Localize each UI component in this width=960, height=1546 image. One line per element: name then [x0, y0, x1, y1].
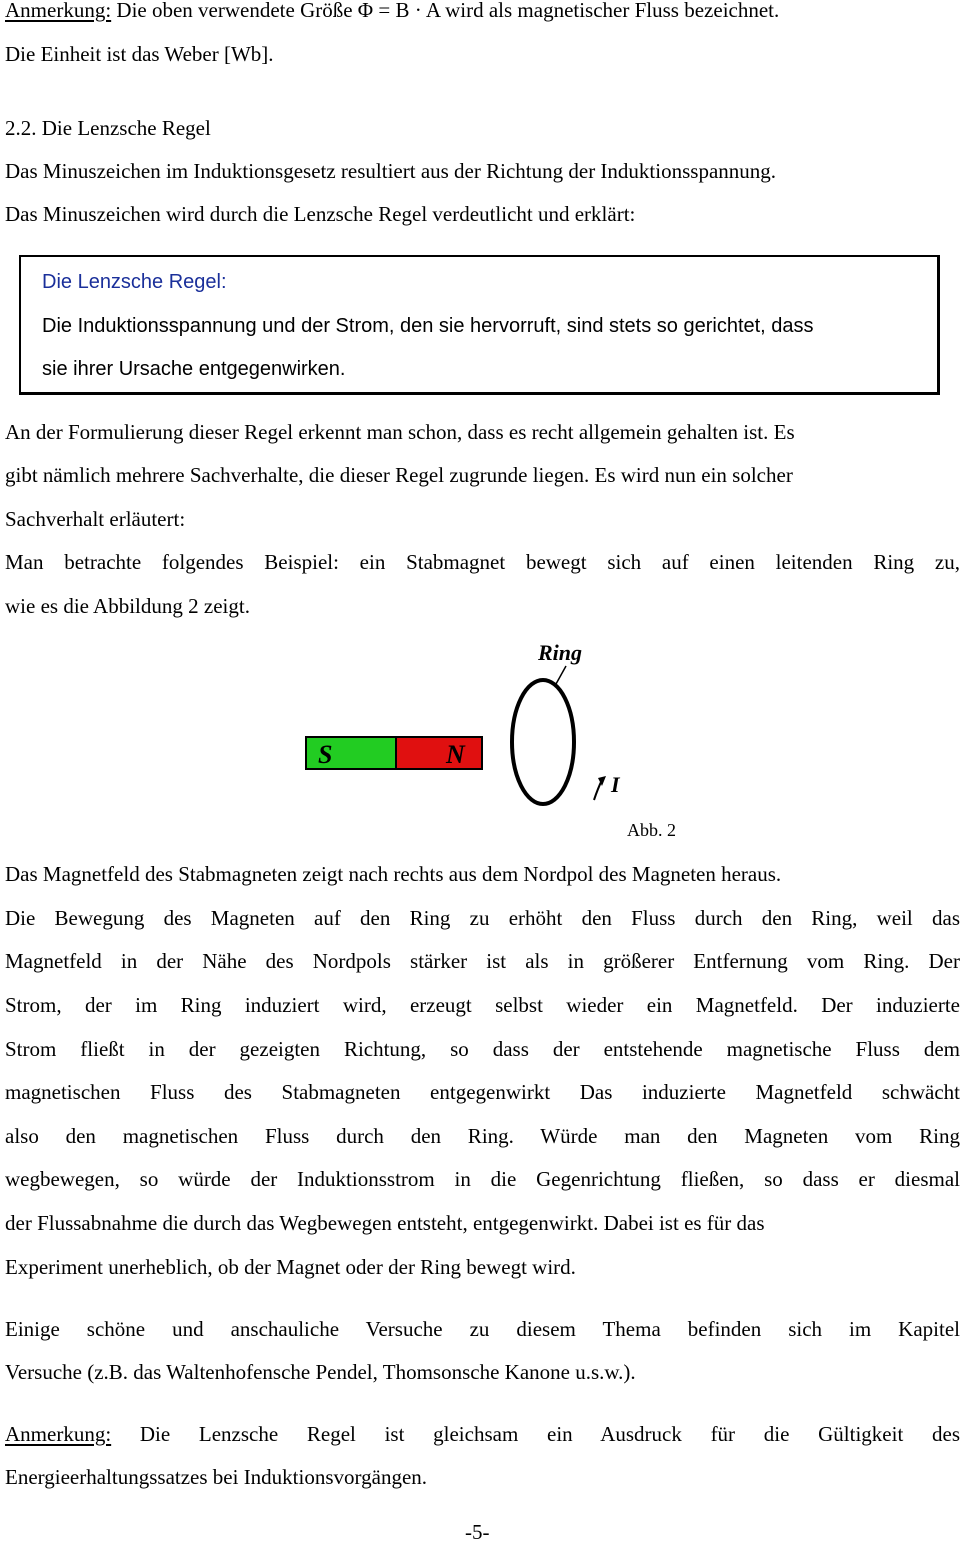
rule-box-line: sie ihrer Ursache entgegenwirken.	[42, 358, 346, 380]
paragraph-2-line: wie es die Abbildung 2 zeigt.	[5, 594, 250, 618]
paragraph-3-line: Die Bewegung des Magneten auf den Ring zu erhöht den Fluss durch den Ring, weil das	[5, 906, 960, 930]
ring-label: Ring	[538, 640, 583, 665]
bottom-note-text: Die Lenzsche Regel ist gleichsam ein Ausdruck für die Gültigkeit des	[111, 1422, 960, 1446]
north-label: N	[446, 740, 465, 769]
page-number: -5-	[465, 1520, 490, 1544]
bottom-note-line-1	[5, 1420, 960, 1448]
magnet-ring-figure	[298, 636, 628, 816]
top-note-label: Anmerkung:	[5, 0, 112, 22]
section-intro-line: Das Minuszeichen im Induktionsgesetz resultiert aus der Richtung der Induktionsspannung.	[5, 159, 777, 183]
paragraph-1-line: gibt nämlich mehrere Sachverhalte, die dieser Regel zugrunde liegen. Es wird nun ein solcher	[5, 463, 793, 487]
bottom-note-label: Anmerkung:	[5, 1422, 112, 1446]
paragraph-1-line: An der Formulierung dieser Regel erkennt man schon, dass es recht allgemein gehalten ist. Es	[5, 420, 795, 444]
figure-svg	[298, 636, 628, 816]
south-label: S	[318, 740, 333, 769]
paragraph-4-line: Versuche (z.B. das Waltenhofensche Pendel, Thomsonsche Kanone u.s.w.).	[5, 1360, 636, 1384]
top-note-text: Die oben verwendete Größe Φ = B · A wird als magnetischer Fluss bezeichnet.	[111, 0, 780, 22]
top-note-line-1	[5, 0, 779, 24]
paragraph-4-line: Einige schöne und anschauliche Versuche zu diesem Thema befinden sich im Kapitel	[5, 1317, 960, 1341]
paragraph-3-line: Strom, der im Ring induziert wird, erzeugt selbst wieder ein Magnetfeld. Der induzierte	[5, 993, 960, 1017]
paragraph-3-line: der Flussabnahme die durch das Wegbewegen entsteht, entgegenwirkt. Dabei ist es für das	[5, 1211, 765, 1235]
paragraph-3-line: Strom fließt in der gezeigten Richtung, so dass der entstehende magnetische Fluss dem	[5, 1037, 960, 1061]
top-note-line-2: Die Einheit ist das Weber [Wb].	[5, 42, 274, 66]
bottom-note-line-2: Energieerhaltungssatzes bei Induktionsvorgängen.	[5, 1465, 428, 1489]
paragraph-2-line: Man betrachte folgendes Beispiel: ein Stabmagnet bewegt sich auf einen leitenden Ring zu,	[5, 550, 960, 574]
paragraph-3-line: Magnetfeld in der Nähe des Nordpols stärker ist als in größerer Entfernung vom Ring. Der	[5, 949, 960, 973]
rule-box	[19, 255, 940, 395]
paragraph-1-line: Sachverhalt erläutert:	[5, 507, 186, 531]
ring-ellipse	[512, 680, 574, 804]
figure-caption: Abb. 2	[627, 820, 676, 840]
paragraph-3-line: wegbewegen, so würde der Induktionsstrom in die Gegenrichtung fließen, so dass er diesmal	[5, 1167, 960, 1191]
current-label: I	[611, 772, 620, 797]
section-heading: 2.2. Die Lenzsche Regel	[5, 116, 211, 140]
paragraph-3-line: Experiment unerheblich, ob der Magnet oder der Ring bewegt wird.	[5, 1255, 576, 1279]
rule-box-line: Die Induktionsspannung und der Strom, den sie hervorruft, sind stets so gerichtet, dass	[42, 315, 814, 337]
north-pole	[396, 737, 482, 769]
rule-box-title: Die Lenzsche Regel:	[42, 271, 227, 293]
paragraph-3-line: Das Magnetfeld des Stabmagneten zeigt nach rechts aus dem Nordpol des Magneten heraus.	[5, 862, 782, 886]
ring-pointer-line	[556, 666, 566, 684]
paragraph-3-line: magnetischen Fluss des Stabmagneten entgegenwirkt Das induzierte Magnetfeld schwächt	[5, 1080, 960, 1104]
section-intro-line: Das Minuszeichen wird durch die Lenzsche Regel verdeutlicht und erklärt:	[5, 202, 636, 226]
paragraph-3-line: also den magnetischen Fluss durch den Ring. Würde man den Magneten vom Ring	[5, 1124, 960, 1148]
